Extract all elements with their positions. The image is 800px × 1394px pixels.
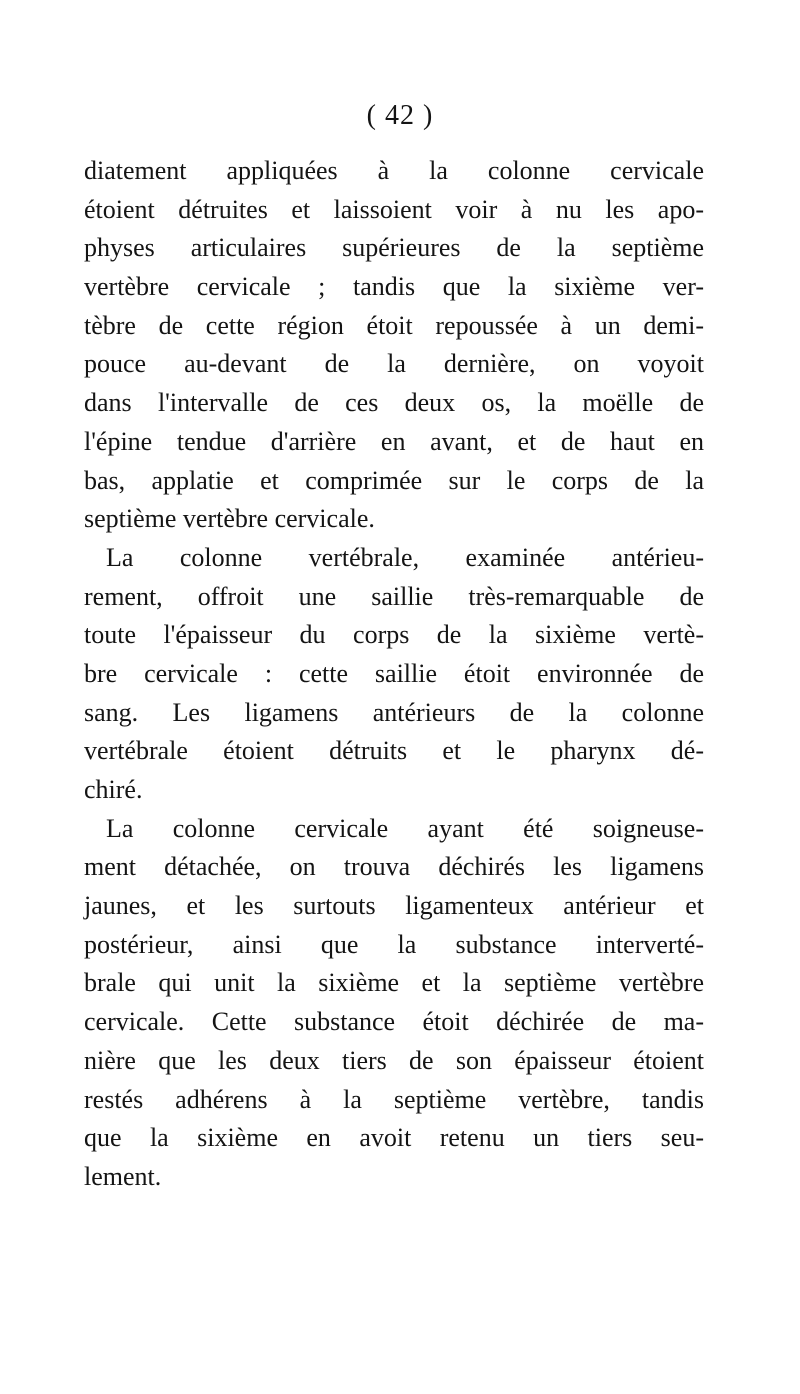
text-line: vertébrale étoient détruits et le pharynx dé- [84,736,704,766]
text-line: cervicale. Cette substance étoit déchirée de ma- [84,1007,704,1037]
text-line: bas, applatie et comprimée sur le corps de la [84,465,704,495]
text-line: lement. [84,1161,162,1191]
text-line: dans l'intervalle de ces deux os, la moëlle de [84,388,704,418]
text-line: l'épine tendue d'arrière en avant, et de haut en [84,426,704,456]
text-line: bre cervicale : cette saillie étoit environnée de [84,658,704,688]
text-line: rement, offroit une saillie très-remarquable de [84,581,704,611]
text-line: que la sixième en avoit retenu un tiers seu- [84,1123,704,1153]
body-text [84,152,704,1197]
text-line: La colonne cervicale ayant été soigneuse- [106,813,704,843]
text-line: pouce au-devant de la dernière, on voyoit [84,349,704,379]
text-line: physes articulaires supérieures de la septième [84,233,704,263]
text-line: sang. Les ligamens antérieurs de la colonne [84,697,704,727]
text-line: nière que les deux tiers de son épaisseur étoient [84,1045,704,1075]
text-line: septième vertèbre cervicale. [84,504,375,534]
text-line: diatement appliquées à la colonne cervicale [84,156,704,185]
text-line: ment détachée, on trouva déchirés les ligamens [84,852,704,882]
text-line: brale qui unit la sixième et la septième vertèbre [84,968,704,998]
text-line: vertèbre cervicale ; tandis que la sixième ver- [84,272,704,302]
text-line: tèbre de cette région étoit repoussée à un demi- [84,310,704,340]
text-line: postérieur, ainsi que la substance interverté- [84,929,704,959]
page-number: ( 42 ) [366,100,434,131]
text-line: La colonne vertébrale, examinée antérieu- [106,542,704,572]
text-line: étoient détruites et laissoient voir à nu les apo- [84,194,704,224]
text-line: jaunes, et les surtouts ligamenteux antérieur et [84,891,704,921]
text-line: chiré. [84,775,143,804]
text-line: restés adhérens à la septième vertèbre, tandis [84,1084,704,1114]
text-line: toute l'épaisseur du corps de la sixième vertè- [84,620,704,650]
